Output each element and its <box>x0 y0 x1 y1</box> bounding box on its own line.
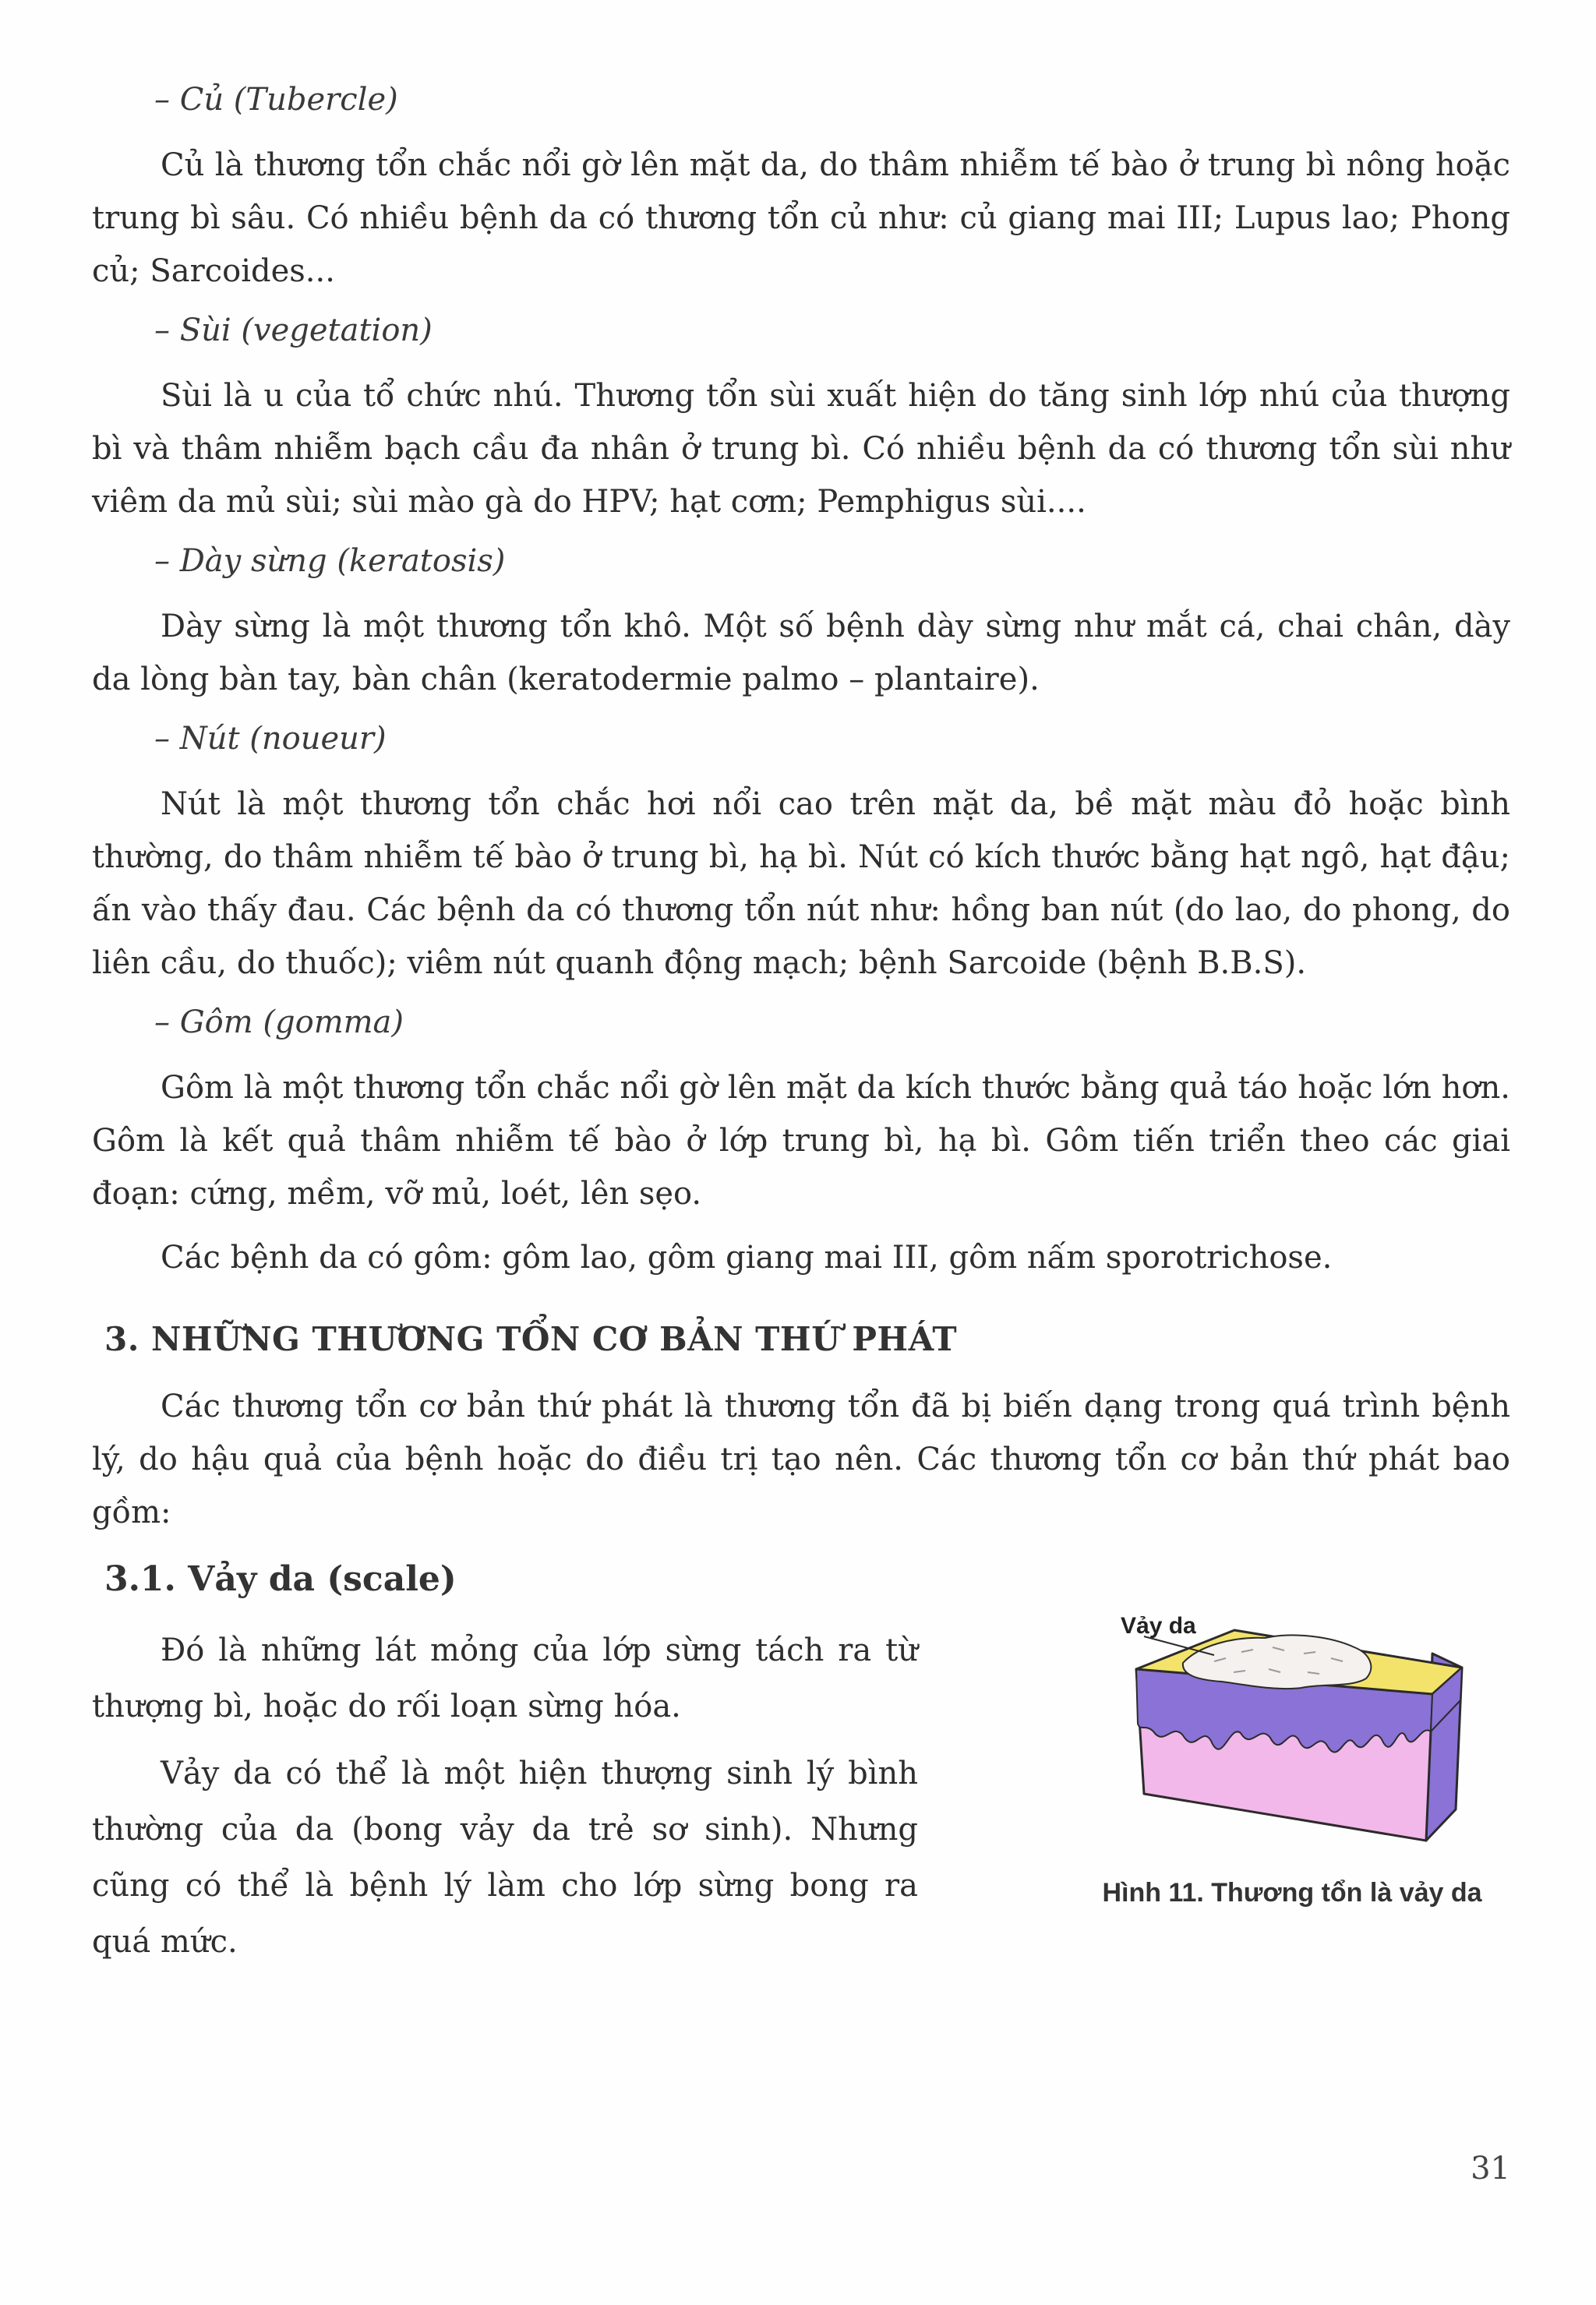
paragraph: Dày sừng là một thương tổn khô. Một số bệnh dày sừng như mắt cá, chai chân, dày da lòng bàn tay, bàn chân (keratodermie palmo – plantaire). <box>92 609 1510 697</box>
subsection-heading: 3.1. Vảy da (scale) <box>104 1559 457 1599</box>
paragraph: Củ là thương tổn chắc nổi gờ lên mặt da, do thâm nhiễm tế bào ở trung bì nông hoặc trung bì sâu. Có nhiều bệnh da có thương tổn củ như: củ giang mai III; Lupus lao; Phong củ; Sarcoides... <box>92 147 1510 289</box>
text-blocks <box>92 78 1510 1599</box>
paragraph: Các bệnh da có gôm: gôm lao, gôm giang mai III, gôm nấm sporotrichose. <box>161 1240 1333 1276</box>
paragraph: Nút là một thương tổn chắc hơi nổi cao trên mặt da, bề mặt màu đỏ hoặc bình thường, do thâm nhiễm tế bào ở trung bì, hạ bì. Nút có kích thước bằng hạt ngô, hạt đậu; ấn vào thấy đau. Các bệnh da có thương tổn nút như: hồng ban nút (do lao, do phong, do liên cầu, do thuốc); viêm nút quanh động mạch; bệnh Sarcoide (bệnh B.B.S). <box>92 786 1510 981</box>
figure-11 <box>1074 1607 1510 1981</box>
figure-caption: Hình 11. Thương tổn là vảy da <box>1102 1878 1482 1908</box>
section-heading: 3. NHỮNG THƯƠNG TỔN CƠ BẢN THỨ PHÁT <box>104 1320 958 1358</box>
subheading: – Dày sừng (keratosis) <box>154 543 506 579</box>
scale-section <box>92 1613 1510 1981</box>
paragraph: Sùi là u của tổ chức nhú. Thương tổn sùi xuất hiện do tăng sinh lớp nhú của thượng bì và thâm nhiễm bạch cầu đa nhân ở trung bì. Có nhiều bệnh da có thương tổn sùi như viêm da mủ sùi; sùi mào gà do HPV; hạt cơm; Pemphigus sùi.... <box>92 378 1510 520</box>
scale-paragraph-1: Đó là những lát mỏng của lớp sừng tách ra từ thượng bì, hoặc do rối loạn sừng hóa. <box>92 1633 918 1724</box>
subheading: – Nút (noueur) <box>154 721 387 757</box>
page-number: 31 <box>1471 2151 1510 2187</box>
skin-scale-diagram <box>1097 1607 1487 1864</box>
page-content <box>92 78 1510 1981</box>
paragraph: Các thương tổn cơ bản thứ phát là thương tổn đã bị biến dạng trong quá trình bệnh lý, do hậu quả của bệnh hoặc do điều trị tạo nên. Các thương tổn cơ bản thứ phát bao gồm: <box>92 1389 1510 1530</box>
scale-text <box>92 1622 918 1981</box>
figure-label: Vảy da <box>1121 1613 1196 1639</box>
paragraph: Gôm là một thương tổn chắc nổi gờ lên mặt da kích thước bằng quả táo hoặc lớn hơn. Gôm là kết quả thâm nhiễm tế bào ở lớp trung bì, hạ bì. Gôm tiến triển theo các giai đoạn: cứng, mềm, vỡ mủ, loét, lên sẹo. <box>92 1070 1510 1212</box>
subheading: – Gôm (gomma) <box>154 1004 404 1040</box>
subheading: – Củ (Tubercle) <box>154 82 398 118</box>
scale-paragraph-2: Vảy da có thể là một hiện thượng sinh lý bình thường của da (bong vảy da trẻ sơ sinh). Nhưng cũng có thể là bệnh lý làm cho lớp sừng bong ra quá mức. <box>92 1756 918 1960</box>
subheading: – Sùi (vegetation) <box>154 312 433 348</box>
skin-block-illustration <box>1097 1607 1487 1864</box>
